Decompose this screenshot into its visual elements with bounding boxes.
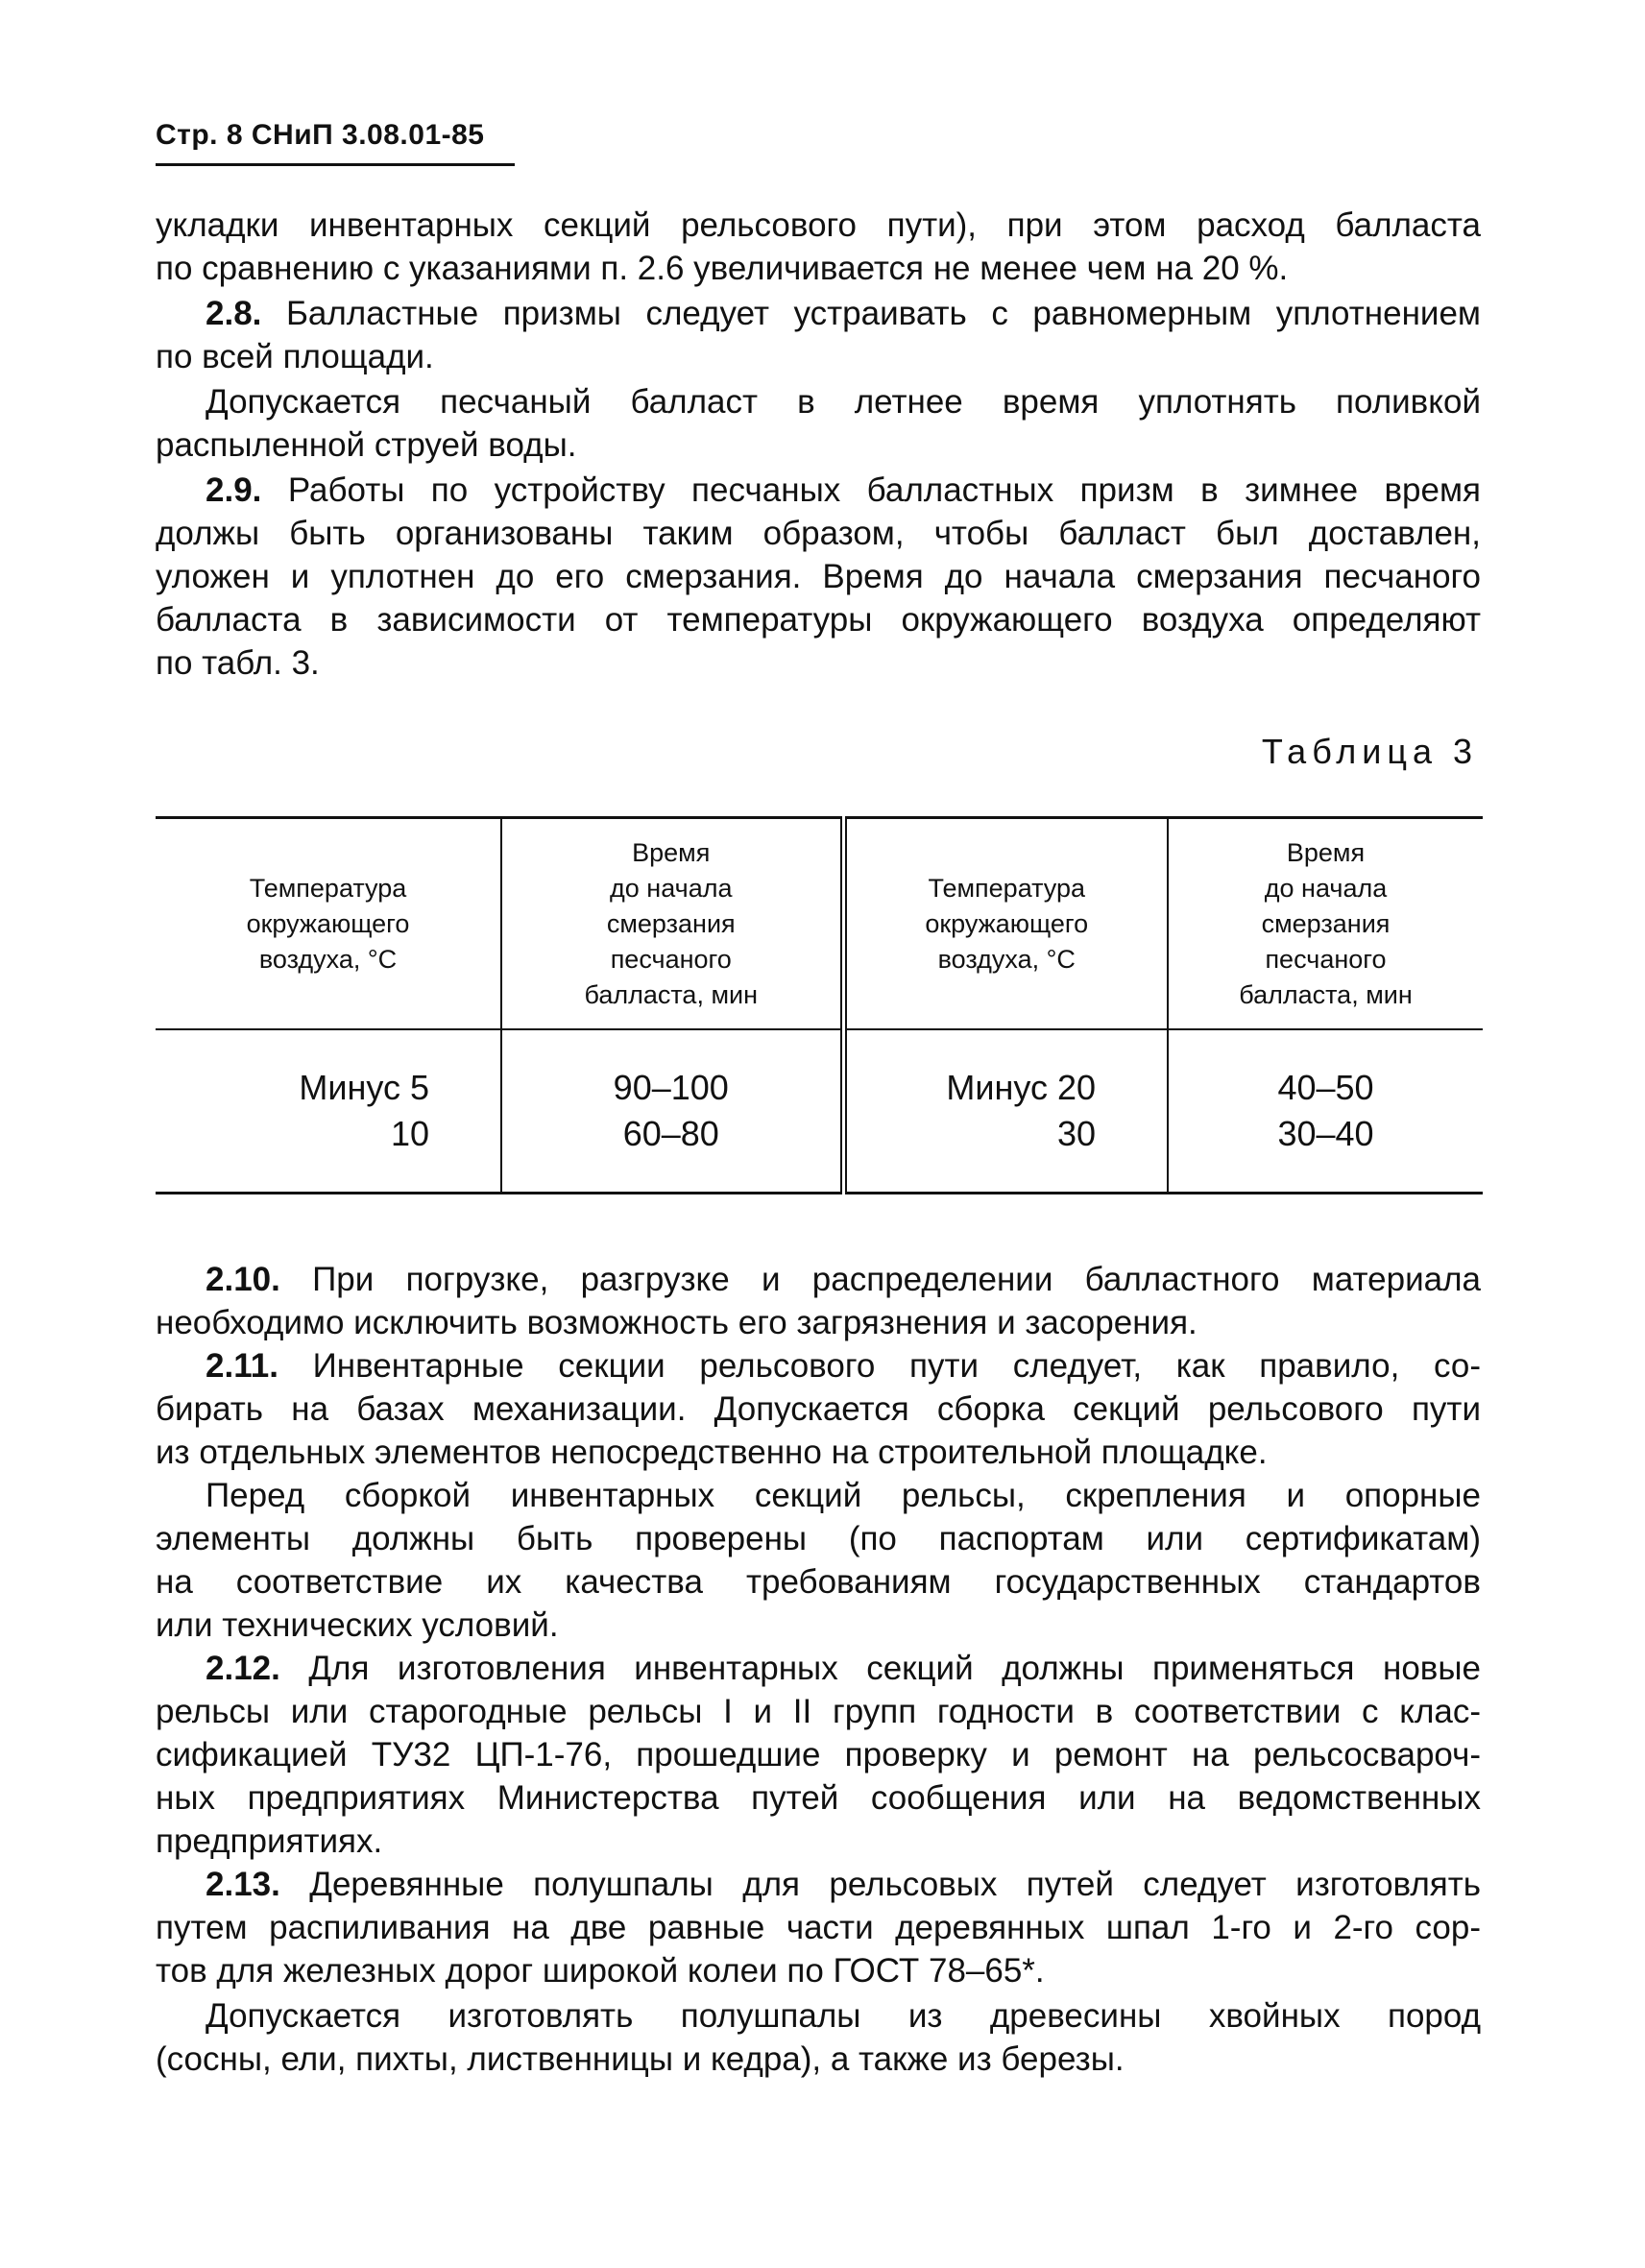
text-line: (сосны, ели, пихты, лиственницы и кедра), а также из березы. <box>156 2040 1125 2078</box>
table-cell-time: 40–50 30–40 <box>1168 1029 1483 1194</box>
table-cell-temperature: Минус 20 30 <box>843 1029 1168 1194</box>
text-line: ных предприятиях Министерства путей сообщения или на ведомственных <box>156 1779 1481 1817</box>
paragraph-number: 2.10. <box>206 1261 280 1298</box>
paragraph-number: 2.12. <box>206 1650 280 1687</box>
text-line: предприятиях. <box>156 1822 383 1860</box>
table-header-row <box>156 818 1483 1030</box>
text-line: из отдельных элементов непосредственно на строительной площадке. <box>156 1434 1268 1471</box>
text-line: тов для железных дорог широкой колеи по ГОСТ 78–65*. <box>156 1952 1045 1990</box>
table-cell-time: 90–100 60–80 <box>501 1029 843 1194</box>
table-header-cell: Время до начала смерзания песчаного балласта, мин <box>501 818 843 1030</box>
header-underline <box>156 163 515 166</box>
table-header-cell: Время до начала смерзания песчаного балласта, мин <box>1168 818 1483 1030</box>
table-header-cell: Температура окружающего воздуха, °С <box>156 818 501 1030</box>
table-header-cell: Температура окружающего воздуха, °С <box>843 818 1168 1030</box>
text-line: сификацией ТУ32 ЦП-1-76, прошедшие проверку и ремонт на рельсосвароч- <box>156 1736 1481 1773</box>
text-line: путем распиливания на две равные части деревянных шпал 1-го и 2-го сор- <box>156 1909 1481 1946</box>
text-line: или технических условий. <box>156 1606 559 1644</box>
table-caption: Таблица 3 <box>1261 732 1478 771</box>
text-line: 2.12. Для изготовления инвентарных секций должны применяться новые <box>206 1650 1481 1687</box>
text-line: по сравнению с указаниями п. 2.6 увеличивается не менее чем на 20 %. <box>156 250 1289 287</box>
text-line: 2.13. Деревянные полушпалы для рельсовых путей следует изготовлять <box>206 1866 1481 1903</box>
data-table <box>156 816 1483 1194</box>
table-cell-temperature: Минус 5 10 <box>156 1029 501 1194</box>
running-header: Стр. 8 СНиП 3.08.01-85 <box>156 119 485 151</box>
paragraph-number: 2.9. <box>206 471 262 509</box>
text-line: укладки инвентарных секций рельсового пути), при этом расход балласта <box>156 206 1481 244</box>
text-line: необходимо исключить возможность его загрязнения и засорения. <box>156 1304 1197 1341</box>
text-line: Допускается песчаный балласт в летнее время уплотнять поливкой <box>206 383 1481 421</box>
text-line: распыленной струей воды. <box>156 426 577 464</box>
text-line: должы быть организованы таким образом, чтобы балласт был доставлен, <box>156 515 1481 552</box>
table-row <box>156 1029 1483 1194</box>
paragraph-number: 2.11. <box>206 1347 278 1385</box>
text-line: Допускается изготовлять полушпалы из древесины хвойных пород <box>206 1997 1481 2035</box>
text-block-top <box>156 204 1481 685</box>
text-line: на соответствие их качества требованиям государственных стандартов <box>156 1563 1481 1601</box>
text-line: Перед сборкой инвентарных секций рельсы, скрепления и опорные <box>206 1477 1481 1514</box>
text-line: 2.8. Балластные призмы следует устраивать с равномерным уплотнением <box>206 295 1481 332</box>
text-line: 2.9. Работы по устройству песчаных балластных призм в зимнее время <box>206 471 1481 509</box>
text-line: элементы должны быть проверены (по паспортам или сертификатам) <box>156 1520 1481 1557</box>
text-line: бирать на базах механизации. Допускается сборка секций рельсового пути <box>156 1390 1481 1428</box>
paragraph-number: 2.8. <box>206 295 262 332</box>
text-line: уложен и уплотнен до его смерзания. Время до начала смерзания песчаного <box>156 558 1481 595</box>
text-line: по табл. 3. <box>156 644 320 682</box>
text-line: балласта в зависимости от температуры окружающего воздуха определяют <box>156 601 1481 639</box>
text-line: 2.11. Инвентарные секции рельсового пути следует, как правило, со- <box>206 1347 1481 1385</box>
text-line: по всей площади. <box>156 338 434 375</box>
text-line: 2.10. При погрузке, разгрузке и распределении балластного материала <box>206 1261 1481 1298</box>
text-line: рельсы или старогодные рельсы I и II групп годности в соответствии с клас- <box>156 1693 1481 1730</box>
paragraph-number: 2.13. <box>206 1866 280 1903</box>
text-block-bottom <box>156 1258 1481 2081</box>
